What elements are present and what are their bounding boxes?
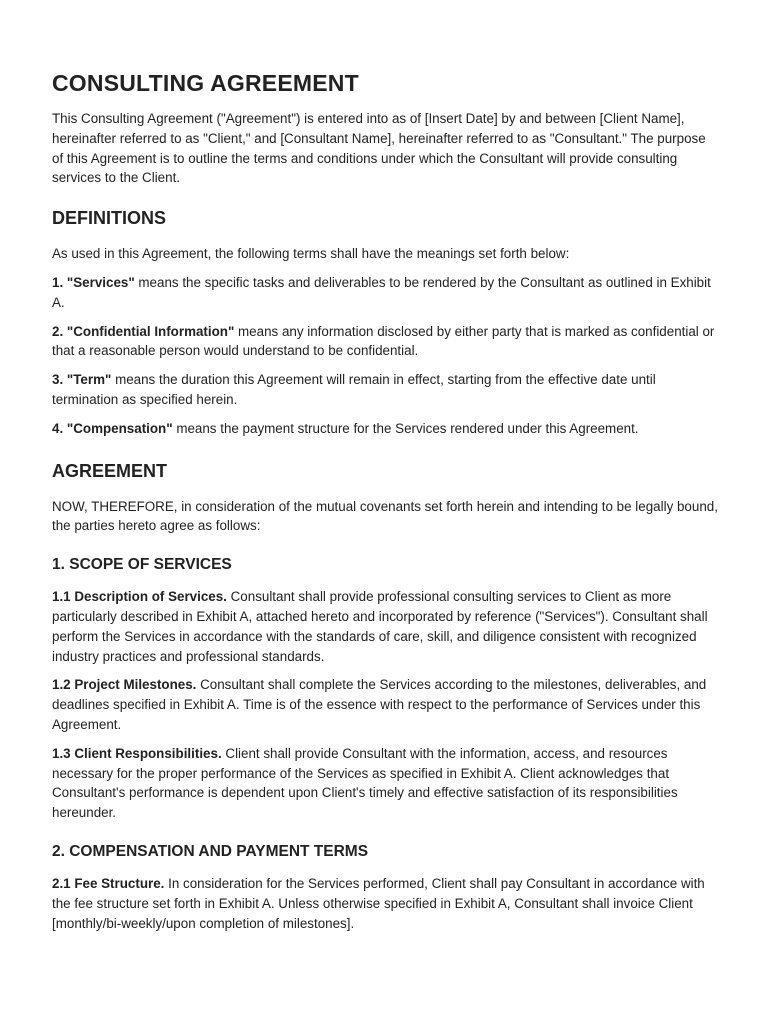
- definition-text: means any information disclosed by either party that is marked as confidential or that a reasonable person would understand to be confidential.: [52, 323, 715, 359]
- definition-term: 4. "Compensation": [52, 420, 173, 436]
- definition-term: 3. "Term": [52, 372, 112, 388]
- definition-term: 1. "Services": [52, 274, 135, 290]
- definition-text: means the payment structure for the Services rendered under this Agreement.: [172, 420, 639, 436]
- definition-text: means the specific tasks and deliverables to be rendered by the Consultant as outlined in Exhibit A.: [52, 274, 711, 310]
- definition-term: 2. "Confidential Information": [52, 323, 235, 339]
- clause-label: 1.2 Project Milestones.: [52, 677, 197, 693]
- definition-item: [52, 322, 718, 362]
- clause-text: Consultant shall provide professional consulting services to Client as more particularly described in Exhibit A, attached hereto and incorporated by reference ("Services"). Consultant shall perform the Services in accordance with the standards of care, skill, and diligence consistent with recognized industry practices and professional standards.: [52, 589, 708, 664]
- document-title: CONSULTING AGREEMENT: [52, 70, 359, 96]
- definition-item: [52, 273, 718, 313]
- compensation-heading: 2. COMPENSATION AND PAYMENT TERMS: [52, 842, 369, 860]
- clause-text: Consultant shall complete the Services according to the milestones, deliverables, and deadlines specified in Exhibit A. Time is of the essence with respect to the performance of Services under this Agreement.: [52, 677, 707, 732]
- intro-paragraph: This Consulting Agreement ("Agreement") is entered into as of [Insert Date] by and between [Client Name], hereinafter referred to as "Client," and [Consultant Name], hereinafter referred to as "Consultant." The purpose of this Agreement is to outline the terms and conditions under which the Consultant will provide consulting services to the Client.: [52, 111, 706, 186]
- scope-clause: [52, 744, 718, 823]
- definition-text: means the duration this Agreement will remain in effect, starting from the effective date until termination as specified herein.: [52, 372, 656, 407]
- clause-label: 1.1 Description of Services.: [52, 589, 227, 605]
- clause-label: 1.3 Client Responsibilities.: [52, 745, 222, 761]
- agreement-heading: AGREEMENT: [52, 460, 168, 481]
- clause-text: In consideration for the Services performed, Client shall pay Consultant in accordance with the fee structure set forth in Exhibit A. Unless otherwise specified in Exhibit A, Consultant shall invoice Client [monthly/bi-weekly/upon completion of milestones].: [52, 875, 705, 931]
- definitions-heading: DEFINITIONS: [52, 208, 167, 229]
- agreement-paragraph: NOW, THEREFORE, in consideration of the mutual covenants set forth herein and intending to be legally bound, the parties hereto agree as follows:: [52, 498, 718, 534]
- compensation-clause: [52, 874, 718, 933]
- scope-clause: [52, 587, 718, 666]
- scope-clause: [52, 675, 718, 734]
- scope-heading: 1. SCOPE OF SERVICES: [52, 556, 232, 574]
- definition-item: [52, 370, 718, 410]
- definition-item: [52, 419, 718, 439]
- definitions-lead: As used in this Agreement, the following terms shall have the meanings set forth below:: [52, 246, 570, 262]
- clause-text: Client shall provide Consultant with the information, access, and resources necessary for the proper performance of the Services as specified in Exhibit A. Client acknowledges that Consultant's performance is dependent upon Client's timely and effective satisfaction of its responsibilities hereunder.: [52, 745, 678, 821]
- clause-label: 2.1 Fee Structure.: [52, 875, 165, 891]
